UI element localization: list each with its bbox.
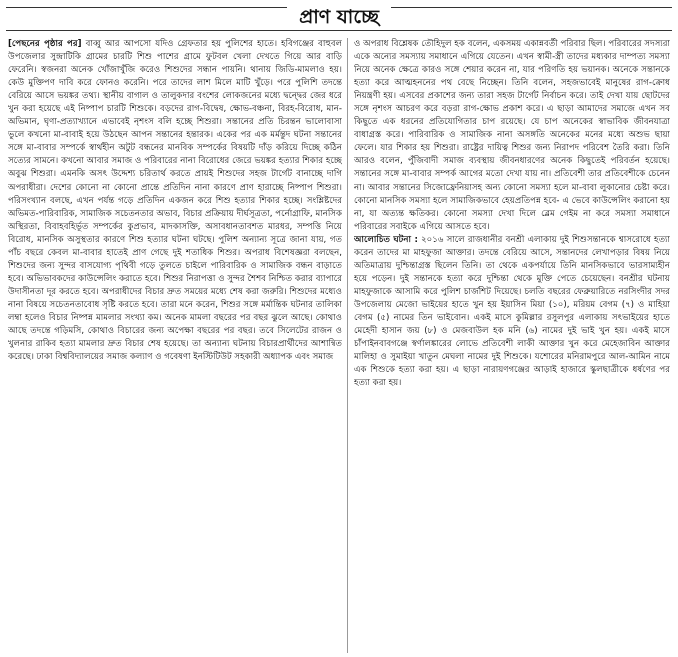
headline-rule (6, 30, 672, 31)
headline: প্রাণ যাচ্ছে (287, 4, 391, 30)
right-column-text-2: ২০১৬ সালে রাজধানীর বনশ্রী এলাকায় দুই শিশুসন্তানকে শ্বাসরোধে হত্যা করেন তাদের মা মাহফুজা আক্তার। তদন্তে বেরিয়ে আসে, সন্তানদের লেখাপড়ার বিষয় নিয়ে অতিমাত্রায় দুশ্চিন্তাগ্রস্ত ছিলেন তিনি। তা থেকে একপর্যায়ে তিনি মানসিকভাবে ভারসাম্যহীন হয়ে পড়েন। দুই সন্তানকে হত্যা করে দুশ্চিন্তা থেকে মুক্তি পেতে চেয়েছেন। বনশ্রীর ঘটনায় মাহফুজাকে আসামি করে পুলিশ চার্জশিট দিয়েছে। চলতি বছরের ফেব্রুয়ারিতে নরসিংদীর সদর উপজেলায় মেজো ভাইয়ের হাতে খুন হয় ইয়াসিন মিয়া (১০), মরিয়ম বেগম (৭) ও মাহিয়া বেগম (৫) নামের তিন ভাইবোন। একই মাসে কুমিল্লার রসুলপুর এলাকায় সৎভাইয়ের হাতে মেহেদী হাসান জয় (৮) ও মেজবাউল হক মনি (৬) নামের দুই ভাই খুন হয়। একই মাসে চাঁপাইনবাবগঞ্জে স্বর্ণালঙ্কারের লোভে প্রতিবেশী লাকী আক্তার খুন করে মেহেজাবিন আক্তার মালিহা ও সুমাইয়া খাতুন মেঘলা নামের দুই শিশুকে। যশোরের মনিরামপুরে আল-আমিন নামে এক শিশুকে হত্যা করা হয়। এ ছাড়া নারায়ণগঞ্জের আড়াই হাজারে স্কুলছাত্রীকে ধর্ষণের পর হত্যা করা হয়। (354, 234, 670, 389)
left-column-text: বাব্বু আর আপসো যদিও গ্রেফতার হয় পুলিশের হাতে। হবিগঞ্জের বাহুবল উপজেলার সুন্দ্রাটিকি গ্রামের চারটি শিশু পাশের গ্রামে ফুটবল খেলা দেখতে গিয়ে আর বাড়ি ফেরেনি। স্বজনরা অনেক খোঁজাখুঁজি করেও শিশুদের সন্ধান পায়নি। থানায় জিডি-মামলাও হয়। কেউ মুক্তিপণ দাবি করে ফোনও করেনি। পরে তাদের লাশ মিলে মাটি খুঁড়ে। পরে পুলিশি তদন্তে বেরিয়ে আসে ভয়ঙ্কর তথ্য। স্থানীয় বাগাল ও তালুকদার বংশের লোকজনের মধ্যে দ্বন্দ্বের জের ধরে খুন করা হয়েছে এই নিষ্পাপ চারটি শিশুকে। বড়দের রাগ-বিদ্বেষ, ক্ষোভ-বঞ্চনা, বিরহ-বিরোধ, মান-অভিমান, ঘৃণা-প্রত্যাখ্যানে এভাবেই নৃশংস বলি হচ্ছে শিশুরা। সন্তানের প্রতি চিরন্তন ভালোবাসা ভুলে কখনো মা-বাবাই হয়ে উঠছেন আপন সন্তানের হন্তারক। একের পর এক মর্মন্তুদ ঘটনা সন্তানের সঙ্গে মা-বাবার সম্পর্কে স্বার্থহীন অটুট বন্ধনের মানবিক সম্পর্কের বিষয়টি দাঁড় করিয়ে দিচ্ছে কঠিন সত্যের সামনে। কখনো আবার সমাজ ও পরিবারের নানা বিরোধের জেরে ভয়ঙ্কর হত্যার শিকার হচ্ছে অবুঝ শিশুরা। এমনকি অসৎ উদ্দেশ্য চরিতার্থ করতে প্রায়ই শিশুদের সহজ টার্গেট বানাচ্ছে দাগি অপরাধীরা। দেশের কোনো না কোনো প্রান্তে প্রতিদিন নানা কারণে প্রাণ হারাচ্ছে নিষ্পাপ শিশুরা। পরিসংখ্যান বলছে, এখন পর্যন্ত গড়ে প্রতিদিন একজন করে শিশু হত্যার শিকার হচ্ছে। সংশ্লিষ্টদের অভিমত-পারিবারিক, সামাজিক সচেতনতার অভাব, বিচার প্রক্রিয়ায় দীর্ঘসূত্রতা, পর্নোগ্রাফি, মানসিক অস্থিরতা, বিবাহবহির্ভূত সম্পর্কের কুপ্রভাব, মাদকাসক্তি, অসাবধানতাবশত মারধর, সম্পত্তি নিয়ে বিরোধ, মানসিক অসুস্থতার কারণে শিশু হত্যার ঘটনা ঘটছে। পুলিশ অন্যান্য সূত্রে জানা যায়, গত পাঁচ বছরে কেবল মা-বাবার হাতেই প্রাণ গেছে দুই শতাধিক শিশুর। অপরাধ বিশেষজ্ঞরা বলছেন, শিশুদের জন্য সুন্দর বাসযোগ্য পৃথিবী গড়ে তুলতে চাইলে পারিবারিক ও সামাজিক বন্ধন বাড়াতে হবে। অভিভাবকদের কাউন্সেলিং করাতে হবে। শিশুর নিরাপত্তা ও সুন্দর শৈশব নিশ্চিত করার ব্যাপারে উদাসীনতা দূর করতে হবে। অপরাধীদের বিচার দ্রুত সময়ের মধ্যে শেষ করা জরুরি। শিশুদের মধ্যেও নানা বিষয়ে সচেতনতাবোধ সৃষ্টি করতে হবে। তারা মনে করেন, শিশুর সঙ্গে মর্মান্তিক ঘটনার তালিকা লম্বা হলেও বিচার নিষ্পন্ন মামলার সংখ্যা কম। অনেক মামলা বছরের পর বছর ঝুলে আছে। কোথাও আছে তদন্তে গড়িমসি, কোথাও বিচারের জন্য অপেক্ষা বছরের পর বছর। তবে সিলেটের রাজন ও খুলনার রাকিব হত্যা মামলার দ্রুত বিচার শেষ হয়েছে। তা অন্যান্য ঘটনায় বিচারপ্রার্থীদের আশান্বিত করেছে। ঢাকা বিশ্ববিদ্যালয়ের সমাজ কল্যাণ ও গবেষণা ইনস্টিটিউট সহকারী অধ্যাপক এবং সমাজ (8, 39, 342, 363)
left-paragraph (8, 38, 342, 364)
continuation-marker: [পেছনের পৃষ্ঠার পর] (8, 39, 82, 49)
right-column (354, 38, 670, 653)
headline-box (0, 4, 678, 30)
right-paragraph-1: ও অপরাধ বিশ্লেষক তৌহিদুল হক বলেন, একসময় একান্নবর্তী পরিবার ছিল। পরিবারের সদস্যরা একে অন্যের সমস্যায় সমাধানে এগিয়ে যেতেন। এখন স্বামী-স্ত্রী তাদের মধ্যকার দাম্পত্য সমস্যা নিয়ে অনেক ক্ষেত্রে কারও সঙ্গে শেয়ার করেন না, যার পরিণতি হয় ভয়ানক। অনেকে সন্তানকে হত্যা করে আত্মহননের পথ বেছে নিচ্ছেন। তিনি বলেন, সহজভাবেই মানুষের রাগ-ক্রোধ নিয়ন্ত্রণী হয়। এসবের প্রকাশের জন্য তারা সহজ টার্গেট নির্বাচন করে। তাই দেখা যায় ছোটদের সঙ্গে নৃশংস আচরণ করে বড়রা রাগ-ক্ষোভ প্রকাশ করে। এ ছাড়া আমাদের সমাজে এখন সব কিছুতে এক ধরনের প্রতিযোগিতার চাপ রয়েছে। যে চাপ অনেকের স্বাভাবিক জীবনযাত্রা বাধাগ্রস্ত করে। পারিবারিক ও সামাজিক নানা অসঙ্গতি অনেকের মনের মধ্যে অশুভ ছায়া ফেলে। যার শিকার হয় শিশুরা। রাষ্ট্রের দায়িত্ব শিশুর জন্য নিরাপদ পরিবেশ তৈরি করা। তিনি আরও বলেন, পুঁজিবাদী সমাজ ব্যবস্থায় জীবনধারণের অনেক কিছুতেই পরিবর্তন হয়েছে। সন্তানের সঙ্গে মা-বাবার সম্পর্ক আগের মতো দেখা যায় না। প্রতিবেশী তার প্রতিবেশীকে চেনেন না। আবার সন্তানের সিজোফ্রেনিয়াসহ অন্য কোনো সমস্যা হলে মা-বাবা লুকানোর চেষ্টা করে। কোনো মানসিক সমস্যা হলে সামাজিকভাবে হেয়প্রতিপন্ন হবে- এ ভেবে কাউন্সেলিং করানো হয় না, যা অত্যন্ত ক্ষতিকর। কোনো সমস্যা দেখা দিলে ব্লেম গেইম না করে সমস্যা সমাধানে পরিবারের সবাইকে এগিয়ে আসতে হবে। (354, 39, 670, 232)
right-paragraph-2 (354, 234, 670, 391)
left-column (8, 38, 342, 653)
column-divider (347, 38, 348, 653)
notable-incidents-subhead: আলোচিত ঘটনা : (354, 234, 418, 245)
